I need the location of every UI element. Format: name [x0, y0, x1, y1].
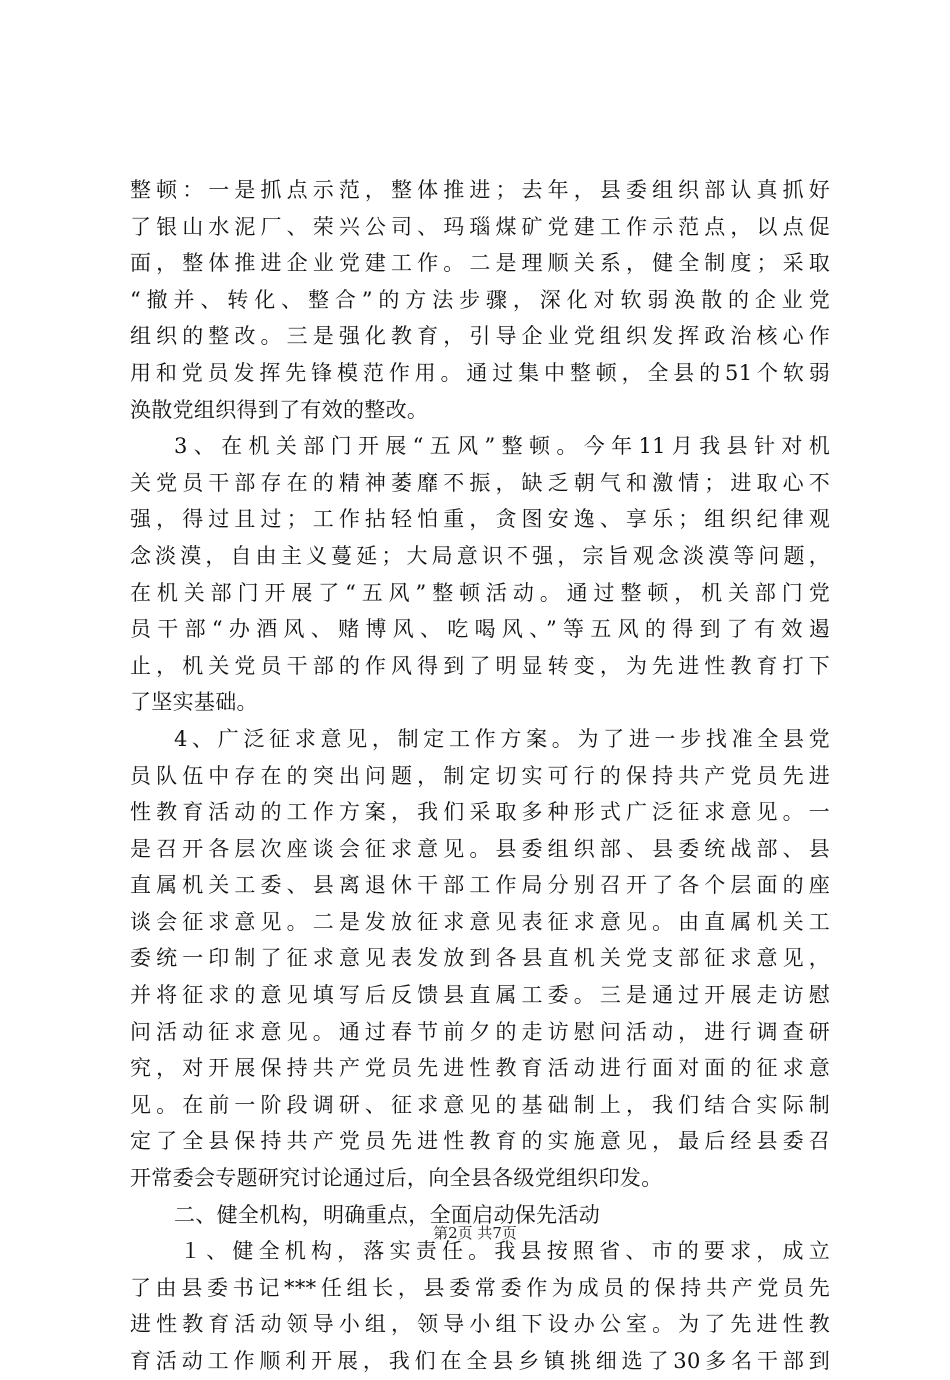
- document-body: [130, 172, 830, 1380]
- text-line: 涣散党组织得到了有效的整改。: [130, 397, 429, 422]
- text-line: 委统一印制了征求意见表发放到各县直机关党支部征求意见，: [130, 946, 830, 971]
- text-line: 面，整体推进企业党建工作。二是理顺关系，健全制度；采取: [130, 251, 830, 276]
- text-line: 了由县委书记***任组长，县委常委作为成员的保持共产党员先: [130, 1275, 830, 1300]
- text-line: 在机关部门开展了“五风”整顿活动。通过整顿，机关部门党: [130, 580, 830, 605]
- text-line: 念淡漠，自由主义蔓延；大局意识不强，宗旨观念淡漠等问题，: [130, 543, 830, 568]
- text-line: 关党员干部存在的精神萎靡不振，缺乏朝气和激情；进取心不: [130, 470, 830, 495]
- text-line: 性教育活动的工作方案，我们采取多种形式广泛征求意见。一: [130, 800, 830, 825]
- text-line: １、健全机构，落实责任。我县按照省、市的要求，成立: [180, 1239, 830, 1264]
- text-line: 了坚实基础。: [130, 690, 258, 715]
- text-line: 开常委会专题研究讨论通过后，向全县各级党组织印发。: [130, 1166, 663, 1191]
- text-line: 谈会征求意见。二是发放征求意见表征求意见。由直属机关工: [130, 909, 830, 934]
- text-line: 了银山水泥厂、荣兴公司、玛瑙煤矿党建工作示范点，以点促: [130, 214, 830, 239]
- text-line: 员干部“办酒风、赌博风、吃喝风、”等五风的得到了有效遏: [130, 617, 830, 642]
- text-line: “撤并、转化、整合”的方法步骤，深化对软弱涣散的企业党: [130, 287, 830, 312]
- text-line: 止，机关党员干部的作风得到了明显转变，为先进性教育打下: [130, 653, 830, 678]
- text-line: 究，对开展保持共产党员先进性教育活动进行面对面的征求意: [130, 1056, 830, 1081]
- text-line: 直属机关工委、县离退休干部工作局分别召开了各个层面的座: [130, 873, 830, 898]
- page-number-footer: 第2页 共7页: [433, 1224, 517, 1242]
- text-line: 进性教育活动领导小组，领导小组下设办公室。为了先进性教: [130, 1312, 830, 1337]
- text-line: 是召开各层次座谈会征求意见。县委组织部、县委统战部、县: [130, 836, 830, 861]
- text-line: 员队伍中存在的突出问题，制定切实可行的保持共产党员先进: [130, 763, 830, 788]
- text-line: 用和党员发挥先锋模范作用。通过集中整顿，全县的51个软弱: [130, 360, 830, 385]
- text-line: 3、在机关部门开展“五风”整顿。今年11月我县针对机: [174, 434, 830, 459]
- text-line: 强，得过且过；工作拈轻怕重，贪图安逸、享乐；组织纪律观: [130, 507, 830, 532]
- text-line: 定了全县保持共产党员先进性教育的实施意见，最后经县委召: [130, 1129, 830, 1154]
- text-line: 组织的整改。三是强化教育，引导企业党组织发挥政治核心作: [130, 324, 830, 349]
- text-line: 并将征求的意见填写后反馈县直属工委。三是通过开展走访慰: [130, 983, 830, 1008]
- text-line: 见。在前一阶段调研、征求意见的基础制上，我们结合实际制: [130, 1092, 830, 1117]
- text-line: 问活动征求意见。通过春节前夕的走访慰问活动，进行调查研: [130, 1019, 830, 1044]
- text-line: 整顿：一是抓点示范，整体推进；去年，县委组织部认真抓好: [130, 178, 830, 202]
- text-line: 育活动工作顺利开展，我们在全县乡镇挑细选了30多名干部到: [130, 1349, 830, 1373]
- text-line: 4、广泛征求意见，制定工作方案。为了进一步找准全县党: [174, 726, 830, 751]
- section-heading: 二、健全机构，明确重点，全面启动保先活动: [174, 1202, 600, 1227]
